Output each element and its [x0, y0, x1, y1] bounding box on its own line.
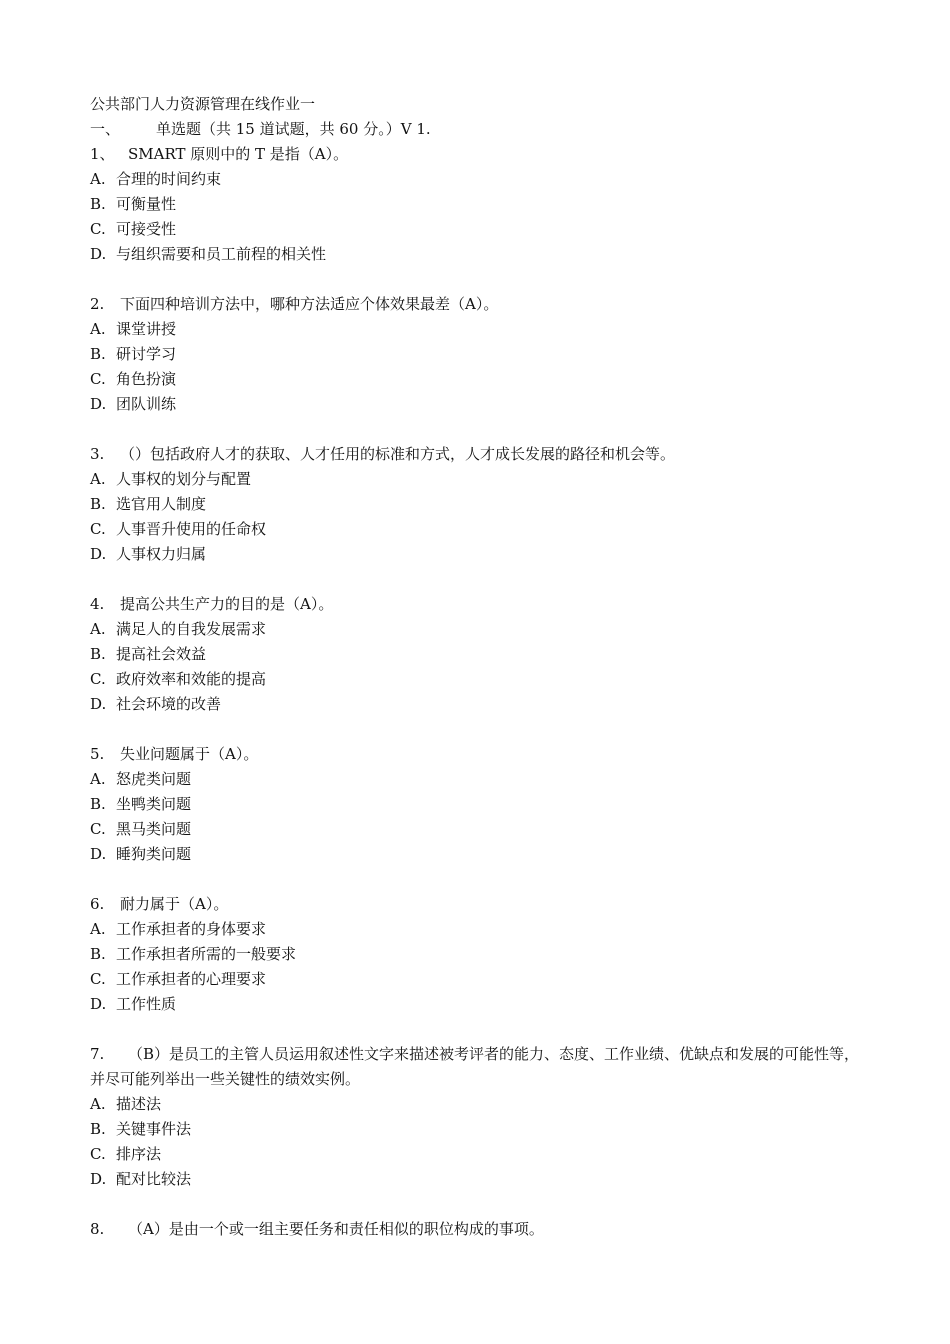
option-text: 人事权的划分与配置 [116, 470, 252, 488]
question-stem: 耐力属于（A）。 [120, 895, 229, 913]
question-number: 7. [90, 1045, 105, 1063]
option-item [90, 842, 870, 867]
option-item [90, 1092, 870, 1117]
option-letter: A. [90, 620, 106, 638]
option-item [90, 792, 870, 817]
question-block [90, 142, 870, 267]
option-text: 团队训练 [116, 395, 177, 413]
option-letter: A. [90, 170, 106, 188]
option-text: 合理的时间约束 [116, 170, 222, 188]
option-text: 可接受性 [116, 220, 177, 238]
option-text: 睡狗类问题 [116, 845, 192, 863]
question-stem: （）包括政府人才的获取、人才任用的标准和方式，人才成长发展的路径和机会等。 [120, 445, 676, 463]
option-item [90, 217, 870, 242]
option-item [90, 342, 870, 367]
question-number: 8. [90, 1220, 105, 1238]
option-letter: D. [90, 1170, 107, 1188]
option-item [90, 1142, 870, 1167]
option-text: 社会环境的改善 [116, 695, 222, 713]
spacer [90, 1192, 870, 1217]
option-text: 怒虎类问题 [116, 770, 192, 788]
document-content [90, 92, 870, 1242]
question-number: 4. [90, 595, 105, 613]
option-letter: C. [90, 520, 106, 538]
question-block [90, 442, 870, 567]
option-letter: C. [90, 1145, 106, 1163]
option-letter: B. [90, 795, 106, 813]
spacer [90, 567, 870, 592]
option-text: 研讨学习 [116, 345, 177, 363]
spacer [90, 1017, 870, 1042]
option-text: 工作性质 [116, 995, 177, 1013]
question-stem: 失业问题属于（A）。 [120, 745, 259, 763]
option-text: 政府效率和效能的提高 [116, 670, 267, 688]
option-item [90, 767, 870, 792]
question-block [90, 292, 870, 417]
option-item [90, 917, 870, 942]
section-text: 单选题（共 15 道试题，共 60 分。）V 1. [156, 120, 431, 138]
option-item [90, 467, 870, 492]
option-letter: B. [90, 1120, 106, 1138]
option-letter: C. [90, 670, 106, 688]
option-letter: B. [90, 645, 106, 663]
option-letter: A. [90, 470, 106, 488]
question-stem-line [90, 742, 870, 767]
option-text: 排序法 [116, 1145, 162, 1163]
option-item [90, 1167, 870, 1192]
option-item [90, 492, 870, 517]
option-text: 选官用人制度 [116, 495, 207, 513]
question-stem-line [90, 1042, 870, 1092]
option-item [90, 542, 870, 567]
option-item [90, 942, 870, 967]
option-letter: B. [90, 495, 106, 513]
option-item [90, 517, 870, 542]
option-letter: D. [90, 245, 107, 263]
option-item [90, 992, 870, 1017]
option-text: 与组织需要和员工前程的相关性 [116, 245, 327, 263]
option-text: 课堂讲授 [116, 320, 177, 338]
option-item [90, 617, 870, 642]
question-number: 3. [90, 445, 105, 463]
question-block [90, 742, 870, 867]
option-item [90, 242, 870, 267]
question-stem-line [90, 1217, 870, 1242]
question-number: 6. [90, 895, 105, 913]
option-item [90, 392, 870, 417]
option-text: 工作承担者的身体要求 [116, 920, 267, 938]
question-stem: 下面四种培训方法中，哪种方法适应个体效果最差（A）。 [120, 295, 499, 313]
question-stem: 提高公共生产力的目的是（A）。 [120, 595, 334, 613]
question-stem-line [90, 442, 870, 467]
question-stem-line [90, 592, 870, 617]
question-number: 1、 [90, 145, 115, 163]
option-item [90, 642, 870, 667]
document-title: 公共部门人力资源管理在线作业一 [90, 95, 316, 113]
question-stem-line [90, 292, 870, 317]
option-letter: C. [90, 220, 106, 238]
option-letter: C. [90, 820, 106, 838]
option-text: 提高社会效益 [116, 645, 207, 663]
question-block [90, 592, 870, 717]
spacer [90, 867, 870, 892]
question-number: 2. [90, 295, 105, 313]
question-block [90, 1042, 870, 1192]
option-item [90, 967, 870, 992]
option-letter: D. [90, 695, 107, 713]
option-letter: D. [90, 995, 107, 1013]
option-text: 工作承担者的心理要求 [116, 970, 267, 988]
question-block [90, 1217, 870, 1242]
option-letter: A. [90, 920, 106, 938]
option-item [90, 167, 870, 192]
option-letter: A. [90, 770, 106, 788]
question-stem: （A）是由一个或一组主要任务和责任相似的职位构成的事项。 [128, 1220, 544, 1238]
spacer [90, 717, 870, 742]
question-block [90, 892, 870, 1017]
option-letter: D. [90, 845, 107, 863]
option-text: 角色扮演 [116, 370, 177, 388]
option-text: 满足人的自我发展需求 [116, 620, 267, 638]
option-letter: D. [90, 545, 107, 563]
question-stem: （B）是员工的主管人员运用叙述性文字来描述被考评者的能力、态度、工作业绩、优缺点和发展的可能性等，并尽可能列举出一些关键性的绩效实例。 [90, 1045, 860, 1088]
option-letter: A. [90, 1095, 106, 1113]
option-letter: C. [90, 970, 106, 988]
option-letter: B. [90, 945, 106, 963]
option-letter: B. [90, 345, 106, 363]
option-letter: D. [90, 395, 107, 413]
option-text: 工作承担者所需的一般要求 [116, 945, 297, 963]
question-number: 5. [90, 745, 105, 763]
option-text: 人事权力归属 [116, 545, 207, 563]
question-stem-line [90, 892, 870, 917]
option-text: 黑马类问题 [116, 820, 192, 838]
option-item [90, 667, 870, 692]
spacer [90, 267, 870, 292]
option-text: 描述法 [116, 1095, 162, 1113]
option-letter: B. [90, 195, 106, 213]
option-item [90, 1117, 870, 1142]
option-item [90, 317, 870, 342]
option-item [90, 192, 870, 217]
section-number: 一、 [90, 120, 121, 138]
option-text: 关键事件法 [116, 1120, 192, 1138]
option-item [90, 367, 870, 392]
option-letter: A. [90, 320, 106, 338]
section-heading [90, 117, 870, 142]
question-stem: SMART 原则中的 T 是指（A）。 [128, 145, 349, 163]
spacer [90, 417, 870, 442]
option-text: 可衡量性 [116, 195, 177, 213]
option-item [90, 817, 870, 842]
question-stem-line [90, 142, 870, 167]
option-text: 坐鸭类问题 [116, 795, 192, 813]
option-text: 配对比较法 [116, 1170, 192, 1188]
option-item [90, 692, 870, 717]
option-letter: C. [90, 370, 106, 388]
option-text: 人事晋升使用的任命权 [116, 520, 267, 538]
